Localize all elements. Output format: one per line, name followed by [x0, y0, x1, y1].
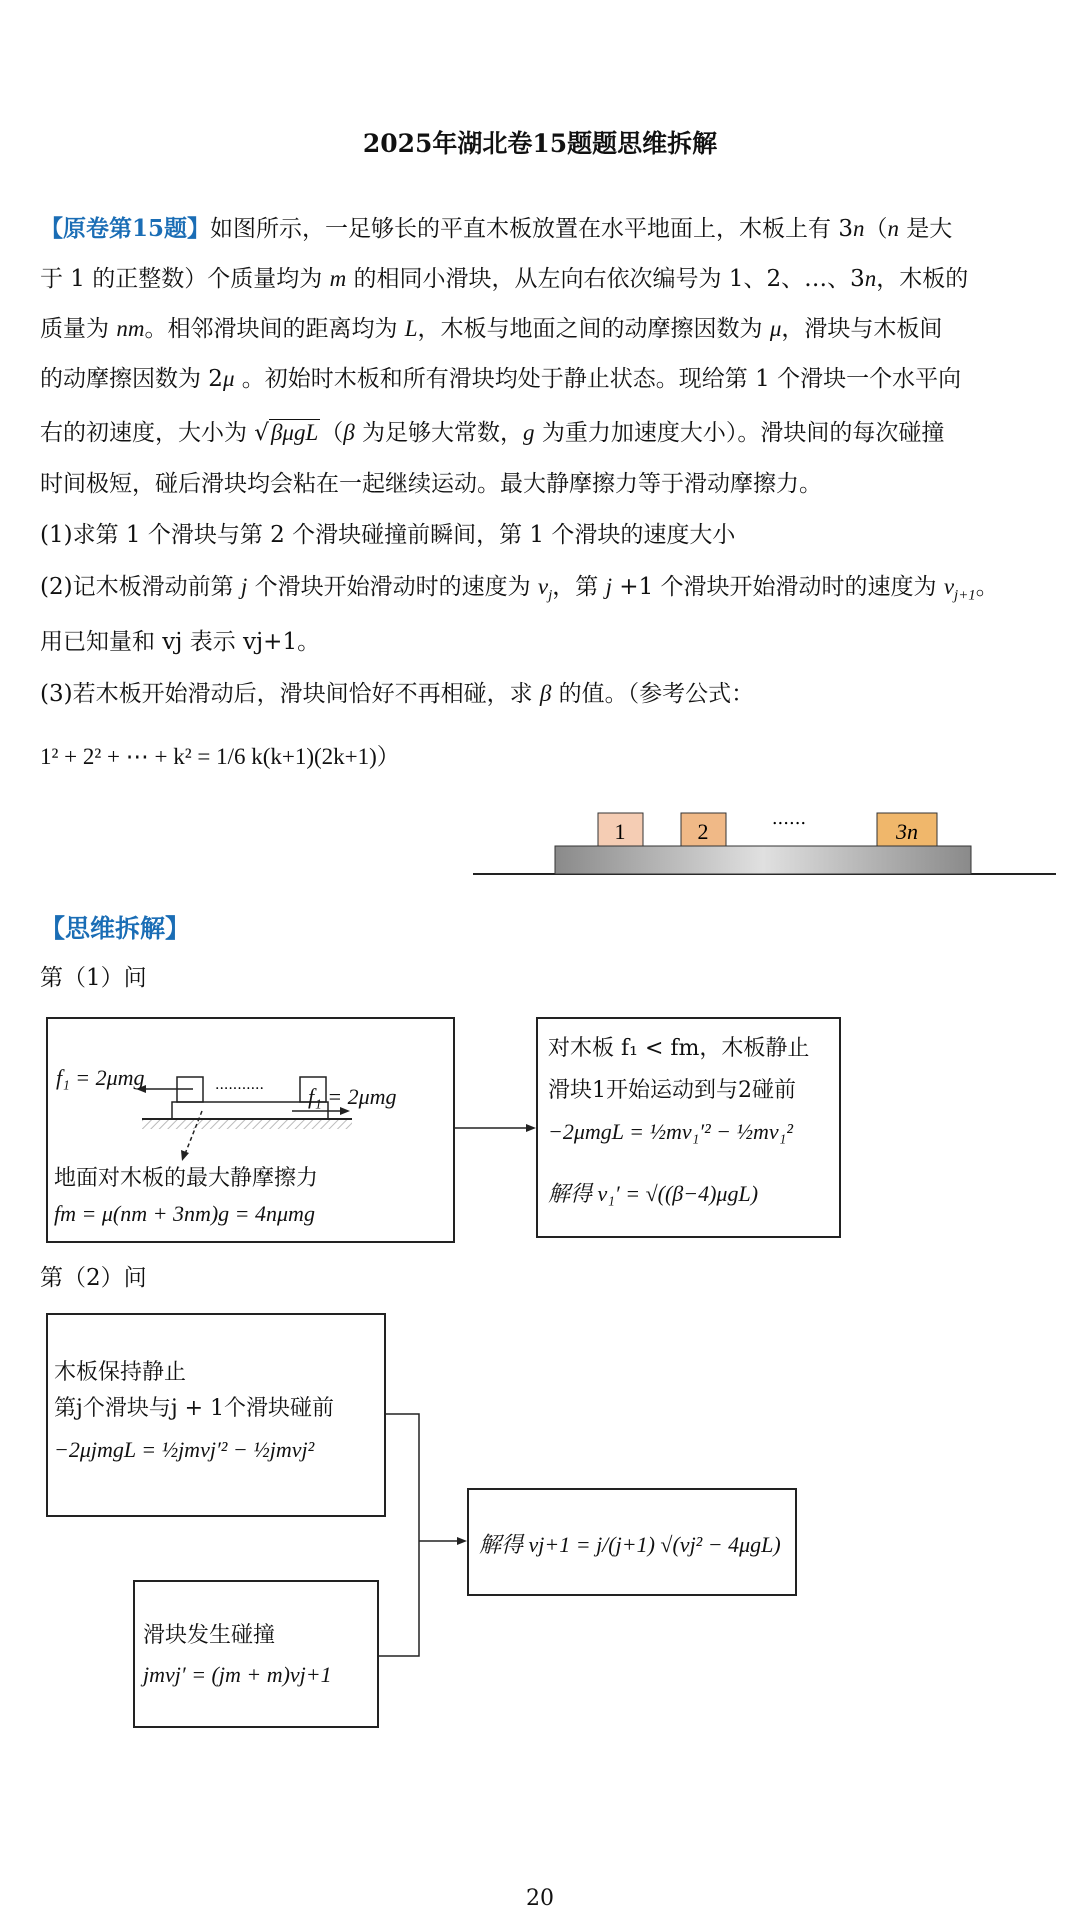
- block-label-3n: 3n: [896, 819, 918, 844]
- q1-result-box: [536, 1017, 841, 1238]
- wooden-board: [555, 846, 971, 874]
- merge-connector: [379, 1400, 474, 1670]
- problem-line-3: 质量为 nm。相邻滑块间的距离均为 L，木板与地面之间的动摩擦因数为 μ，滑块与木板间: [40, 316, 943, 342]
- problem-line-2: 于 1 的正整数）个质量均为 m 的相同小滑块，从左向右依次编号为 1、2、…、3n，木板的: [40, 266, 969, 292]
- q1-force-diagram-box: [46, 1017, 455, 1243]
- q2-line1: 木板保持静止: [54, 1360, 187, 1385]
- q2-line3: −2μjmgL = ½jmvj′² − ½jmvj²: [54, 1437, 315, 1462]
- q2-before-collision-box: [46, 1313, 386, 1517]
- arrow-connector: [455, 1118, 537, 1138]
- q1-line4: 解得 v₁′ = √((β−4)μgL): [548, 1181, 759, 1206]
- q2-collision-line2: jmvj′ = (jm + m)vj+1: [143, 1662, 332, 1687]
- q2-label: 第（2）问: [40, 1265, 147, 1291]
- q2-collision-box: [133, 1580, 379, 1728]
- question-3: (3)若木板开始滑动后，滑块间恰好不再相碰，求 β 的值。（参考公式：: [40, 681, 755, 707]
- problem-tag: 【原卷第15题】: [40, 215, 211, 242]
- ellipsis-dots: ......: [771, 808, 807, 829]
- page-number: 20: [526, 1886, 554, 1911]
- block-label-1: 1: [614, 819, 626, 844]
- diagram-dots: ...........: [215, 1077, 264, 1093]
- dashed-arrow-icon: [181, 1150, 189, 1161]
- q1-line3: −2μmgL = ½mv₁′² − ½mv₁²: [548, 1119, 793, 1144]
- q2-result: 解得 vj+1 = j/(j+1) √(vj² − 4μgL): [479, 1532, 781, 1557]
- problem-line-6: 时间极短，碰后滑块均会粘在一起继续运动。最大静摩擦力等于滑动摩擦力。: [40, 471, 822, 497]
- q1-line1: 对木板 f₁ < fm，木板静止: [548, 1036, 810, 1061]
- q1-line2: 滑块1开始运动到与2碰前: [548, 1078, 796, 1103]
- page-title: 2025年湖北卷15题题思维拆解: [362, 129, 718, 158]
- f1-right-label: f₁ = 2μmg: [308, 1084, 397, 1109]
- fm-formula: fm = μ(nm + 3nm)g = 4nμmg: [54, 1201, 315, 1226]
- problem-line-1: 【原卷第15题】如图所示，一足够长的平直木板放置在水平地面上，木板上有 3n（n 是大: [40, 215, 953, 242]
- block-label-2: 2: [697, 819, 709, 844]
- q1-label: 第（1）问: [40, 965, 147, 991]
- problem-line-4: 的动摩擦因数为 2μ 。初始时木板和所有滑块均处于静止状态。现给第 1 个滑块一个水平向: [40, 366, 962, 392]
- question-1: (1)求第 1 个滑块与第 2 个滑块碰撞前瞬间，第 1 个滑块的速度大小: [40, 522, 736, 548]
- q2-line2: 第j个滑块与j + 1个滑块碰前: [54, 1396, 335, 1421]
- problem-figure: [0, 790, 1080, 890]
- question-2: (2)记木板滑动前第 j 个滑块开始滑动时的速度为 $v_j$，第 j +1 个滑块开始滑动时的速度为 $v_{j+1}$。: [40, 574, 999, 604]
- analysis-heading: 【思维拆解】: [40, 914, 191, 943]
- ground-friction-text: 地面对木板的最大静摩擦力: [54, 1166, 319, 1191]
- question-2-cont: 用已知量和 vj 表示 vj+1。: [40, 629, 321, 655]
- q2-collision-line1: 滑块发生碰撞: [143, 1623, 276, 1648]
- problem-line-5: 右的初速度，大小为 √βμgL（β 为足够大常数，g 为重力加速度大小）。滑块间的每次碰撞: [40, 420, 945, 446]
- reference-formula: 1² + 2² + ⋯ + k² = 1/6 k(k+1)(2k+1)）: [40, 744, 400, 769]
- f1-left-label: f₁ = 2μmg: [56, 1065, 145, 1090]
- q2-result-box: [467, 1488, 797, 1596]
